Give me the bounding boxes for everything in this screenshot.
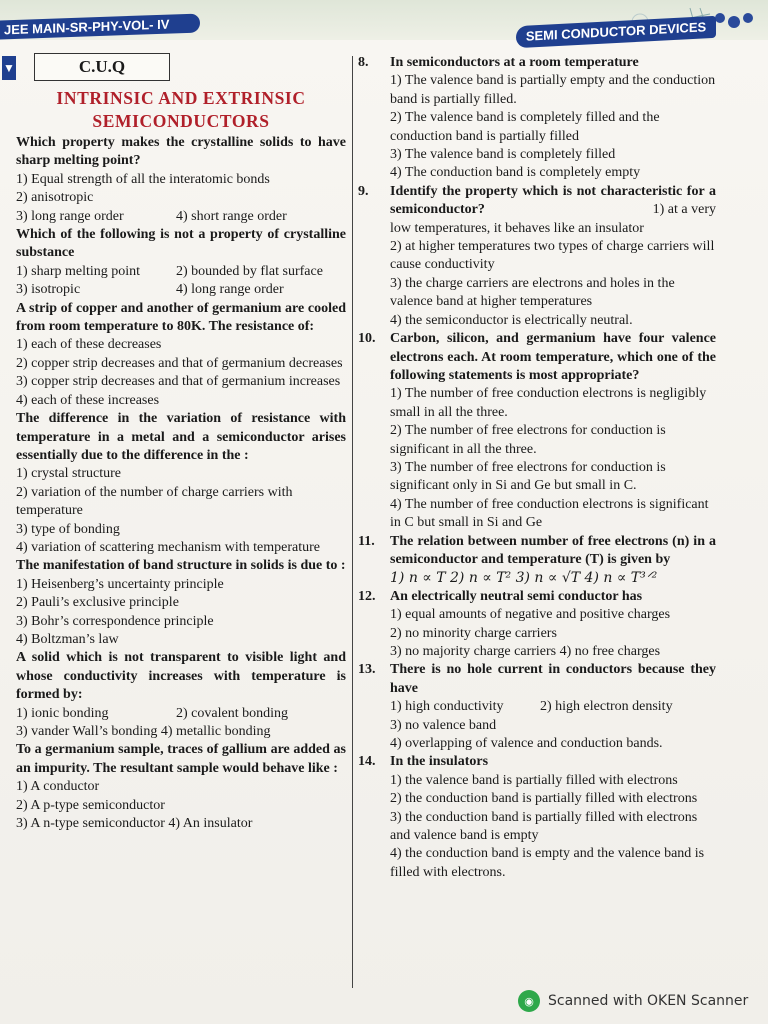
question-13: There is no hole current in conductors because they have bbox=[390, 662, 716, 696]
question-13-block bbox=[358, 661, 716, 753]
question-7: To a germanium sample, traces of gallium are added as an impurity. The resultant sample would behave like : bbox=[16, 742, 346, 776]
question-14: In the insulators bbox=[390, 754, 489, 770]
q3-option-2: 2) copper strip decreases and that of germanium decreases bbox=[16, 355, 343, 371]
q9-option-1a: 1) at a very bbox=[652, 202, 716, 218]
q5-option-2: 2) Pauli’s exclusive principle bbox=[16, 595, 179, 611]
q10-option-2: 2) The number of free electrons for conduction is significant in all the three. bbox=[390, 423, 666, 457]
question-number: 11. bbox=[358, 533, 375, 549]
question-number: 12. bbox=[358, 588, 376, 604]
question-10-block bbox=[358, 330, 716, 532]
q1-option-1: 1) Equal strength of all the interatomic bonds bbox=[16, 171, 270, 187]
q4-option-3: 3) type of bonding bbox=[16, 521, 120, 537]
q1-option-3: 3) long range order bbox=[16, 208, 124, 224]
q13-option-3: 3) no valence band bbox=[390, 717, 497, 733]
q7-option-3-4: 3) A n-type semiconductor 4) An insulator bbox=[16, 816, 253, 832]
q13-option-1: 1) high conductivity bbox=[390, 699, 504, 715]
q4-option-2: 2) variation of the number of charge carriers with temperature bbox=[16, 484, 293, 519]
question-11-block bbox=[358, 533, 716, 588]
q1-option-2: 2) anisotropic bbox=[16, 190, 94, 206]
question-3: A strip of copper and another of germanium are cooled from room temperature to 80K. The resistance of: bbox=[16, 300, 346, 335]
question-11: The relation between number of free electrons (n) in a semiconductor and temperature (T) is given by bbox=[390, 533, 716, 567]
q13-option-4: 4) overlapping of valence and conduction bands. bbox=[390, 736, 663, 752]
q14-option-1: 1) the valence band is partially filled with electrons bbox=[390, 772, 678, 788]
section-title-line1: INTRINSIC AND EXTRINSIC bbox=[56, 88, 306, 108]
q4-option-4: 4) variation of scattering mechanism with temperature bbox=[16, 539, 321, 555]
question-number: 9. bbox=[358, 183, 369, 199]
question-9-text: Identify the property which is not characteristic for a semiconductor? bbox=[390, 183, 716, 218]
question-number: 8. bbox=[358, 55, 369, 70]
q5-option-1: 1) Heisenberg’s uncertainty principle bbox=[16, 576, 224, 592]
question-14-block bbox=[358, 753, 716, 882]
right-column bbox=[358, 54, 716, 882]
question-number: 13. bbox=[358, 662, 376, 678]
q2-option-1: 1) sharp melting point bbox=[16, 263, 141, 279]
q10-option-3: 3) The number of free electrons for conduction is significant only in Si and Ge but small in C. bbox=[390, 459, 666, 494]
question-number: 10. bbox=[358, 331, 376, 347]
question-6: A solid which is not transparent to visible light and whose conductivity increases with temperature is formed by: bbox=[16, 650, 346, 703]
question-8-block bbox=[358, 54, 716, 183]
q2-option-2: 2) bounded by flat surface bbox=[176, 263, 323, 279]
question-4: The difference in the variation of resistance with temperature in a metal and a semiconductor arises essentially due to the difference in the : bbox=[16, 411, 346, 463]
question-12: An electrically neutral semi conductor has bbox=[390, 588, 643, 604]
q2-option-4: 4) long range order bbox=[176, 282, 284, 298]
q9-option-1b: low temperatures, it behaves like an insulator bbox=[390, 220, 644, 236]
q14-option-3: 3) the conduction band is partially filled with electrons and valence band is empty bbox=[390, 809, 698, 844]
question-9 bbox=[390, 183, 716, 220]
section-title-line2: SEMICONDUCTORS bbox=[92, 111, 270, 131]
q10-option-4: 4) The number of free conduction electrons is significant in C but small in Si and Ge bbox=[390, 496, 709, 531]
q10-option-1: 1) The number of free conduction electrons is negligibly small in all the three. bbox=[390, 386, 707, 420]
q9-option-2: 2) at higher temperatures two types of charge carriers will cause conductivity bbox=[390, 239, 715, 273]
arrow-down-icon: ▼ bbox=[2, 56, 16, 80]
q6-option-3-4: 3) vander Wall’s bonding 4) metallic bonding bbox=[16, 724, 271, 739]
q12-option-1: 1) equal amounts of negative and positive charges bbox=[390, 607, 671, 623]
q8-option-4: 4) The conduction band is completely empty bbox=[390, 165, 641, 181]
column-divider bbox=[352, 56, 353, 988]
q3-option-4: 4) each of these increases bbox=[16, 392, 160, 408]
q1-option-4: 4) short range order bbox=[176, 208, 287, 224]
question-5: The manifestation of band structure in solids is due to : bbox=[16, 558, 346, 574]
header-volume-label: JEE MAIN-SR-PHY-VOL- IV bbox=[0, 14, 200, 40]
q3-option-1: 1) each of these decreases bbox=[16, 337, 162, 353]
q11-options: 1) n ∝ T 2) n ∝ T² 3) n ∝ √T 4) n ∝ T³ᐟ² bbox=[390, 570, 658, 587]
question-number: 14. bbox=[358, 754, 376, 770]
question-8: In semiconductors at a room temperature bbox=[390, 55, 639, 70]
q12-option-2: 2) no minority charge carriers bbox=[390, 625, 557, 641]
q9-option-3: 3) the charge carriers are electrons and holes in the valence band at higher temperatures bbox=[390, 275, 675, 310]
header-chapter-label: SEMI CONDUCTOR DEVICES bbox=[516, 16, 716, 48]
q13-option-2: 2) high electron density bbox=[540, 699, 673, 715]
scanner-watermark bbox=[518, 990, 748, 1012]
question-9-block bbox=[358, 183, 716, 330]
q4-option-1: 1) crystal structure bbox=[16, 466, 121, 482]
q12-option-3-4: 3) no majority charge carriers 4) no free charges bbox=[390, 644, 661, 659]
question-2: Which of the following is not a property of crystalline substance bbox=[16, 227, 346, 261]
q9-option-4: 4) the semiconductor is electrically neutral. bbox=[390, 312, 633, 328]
left-column bbox=[3, 54, 346, 833]
q5-option-3: 3) Bohr’s correspondence principle bbox=[16, 613, 214, 629]
q6-option-2: 2) covalent bonding bbox=[176, 705, 288, 721]
q14-option-2: 2) the conduction band is partially filled with electrons bbox=[390, 791, 698, 807]
q3-option-3: 3) copper strip decreases and that of germanium increases bbox=[16, 374, 341, 390]
q8-option-3: 3) The valence band is completely filled bbox=[390, 147, 616, 163]
q7-option-2: 2) A p-type semiconductor bbox=[16, 797, 165, 813]
question-12-block bbox=[358, 588, 716, 662]
q8-option-1: 1) The valence band is partially empty and the conduction band is partially filled. bbox=[390, 73, 716, 107]
scanner-watermark-text: Scanned with OKEN Scanner bbox=[548, 993, 749, 1009]
q5-option-4: 4) Boltzman’s law bbox=[16, 631, 119, 647]
q6-option-1: 1) ionic bonding bbox=[16, 705, 109, 721]
q8-option-2: 2) The valence band is completely filled and the conduction band is partially filled bbox=[390, 110, 660, 144]
q7-option-1: 1) A conductor bbox=[16, 779, 100, 795]
q14-option-4: 4) the conduction band is empty and the valence band is filled with electrons. bbox=[390, 846, 705, 880]
cuq-box-label: C.U.Q bbox=[34, 53, 170, 81]
question-1: Which property makes the crystalline solids to have sharp melting point? bbox=[16, 135, 346, 169]
question-10: Carbon, silicon, and germanium have four valence electrons each. At room temperature, which one of the following statements is most appropriate? bbox=[390, 331, 716, 383]
q2-option-3: 3) isotropic bbox=[16, 282, 81, 298]
scanner-logo-icon: ◉ bbox=[518, 990, 540, 1012]
